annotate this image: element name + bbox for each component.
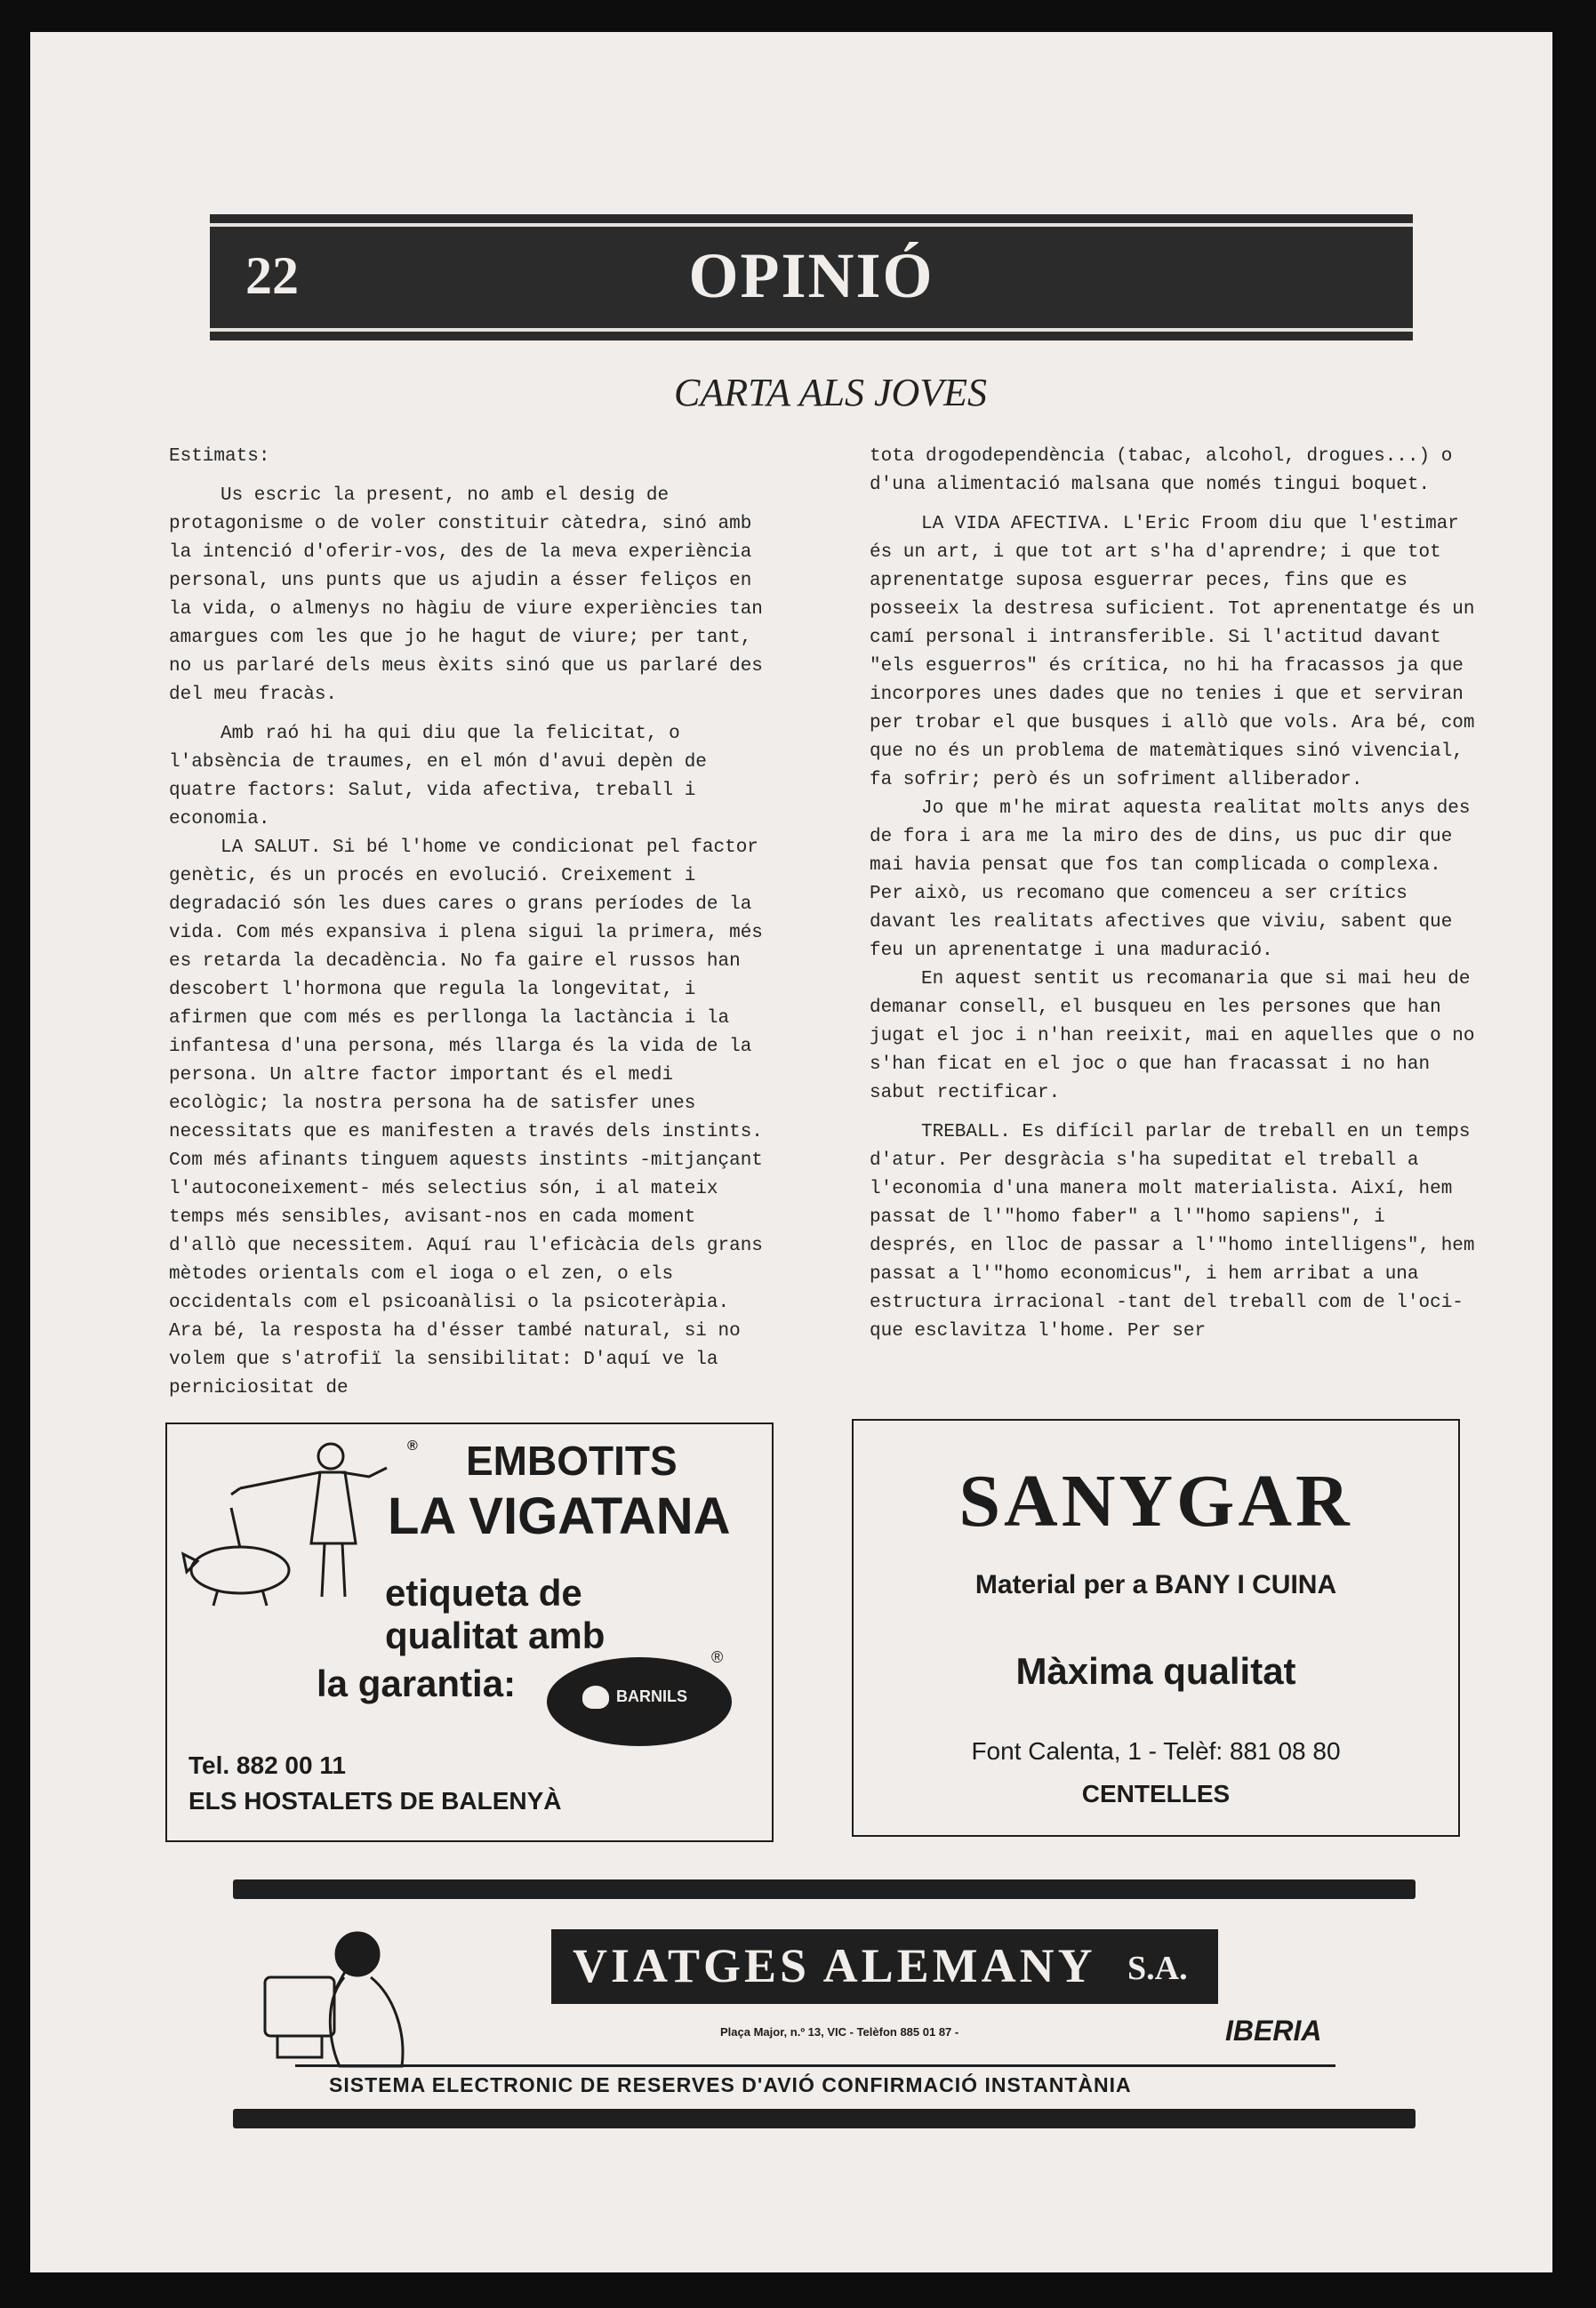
ad-tagline: Material per a BANY I CUINA [974, 1570, 1337, 1599]
paragraph-la-salut: LA SALUT. Si bé l'home ve condicionat pel factor genètic, és un procés en evolució. Creixement i degradació són les dues cares o grans períodes de la vida. Com més expansiva i plena sigui la primera, més es retarda la decadència. No fa gaire el russos han descobert l'hormona que regula la longevitat, i afirmen que com més es perllonga la lactància i la infantesa d'una persona, més llarga és la vida de la persona. Un altre factor important és el medi ecològic; la nostra persona ha de satisfer unes necessitats que es manifesten a través dels instints. Com més afinants tinguem aquests instints -mitjançant l'autoconeixement- més selectius són, i al mateix temps més sensibles, avisant-nos en cada moment d'allò que necessitem. Aquí rau l'eficàcia dels grans mètodes orientals com el ioga o el zen, o els occidentals com el psicoanàlisi o la psicoteràpia. Ara bé, la resposta ha d'ésser també natural, si no volem que s'atrofiï la sensibilitat: D'aquí ve la perniciositat de [169, 837, 763, 1398]
agency-name: VIATGES ALEMANY [573, 1939, 1096, 1992]
barnils-logo [547, 1657, 732, 1746]
rule-thin [295, 2064, 1335, 2067]
paragraph: Us escric la present, no amb el desig de protagonisme o de voler constituir càtedra, sinó amb la intenció d'oferir-vos, des de la meva experiència personal, uns punts que us ajudin a ésser feliços en la vida, o almenys no hàgiu de viure experiències tan amargues com les que jo he hagut de viure; per tant, no us parlaré dels meus èxits sinó que us parlaré des del meu fracàs. [169, 485, 763, 705]
article-column-left [169, 443, 774, 1403]
article-column-right [870, 443, 1483, 1346]
paragraph-treball: TREBALL. Es difícil parlar de treball en un temps d'atur. Per desgràcia s'ha supeditat el treball a l'economia d'una manera molt materialista. Així, hem passat de l'"homo faber" a l'"homo sapiens", i després, en lloc de passar a l'"homo intelligens", hem passat a l'"homo economicus", i hem arribat a una estructura irracional -tant del treball com de l'oci- que esclavitza l'home. Per ser [870, 1122, 1475, 1342]
travel-agent-illustration [260, 1924, 411, 2075]
agency-suffix: S.A. [1127, 1950, 1188, 1987]
viatges-name-band [551, 1929, 1218, 2004]
iberia-logo: IBERIA [1225, 2015, 1322, 2047]
paragraph: tota drogodependència (tabac, alcohol, drogues...) o d'una alimentació malsana que només tingui boquet. [870, 446, 1453, 495]
section-title: OPINIÓ [688, 240, 934, 311]
agency-address: Plaça Major, n.º 13, VIC - Telèfon 885 01 87 - [720, 2025, 959, 2039]
ad-place: ELS HOSTALETS DE BALENYÀ [188, 1787, 562, 1815]
ad-viatges-alemany [233, 1879, 1416, 2130]
ad-town: CENTELLES [1081, 1780, 1231, 1807]
ad-address: Font Calenta, 1 - Telèf: 881 08 80 [971, 1737, 1341, 1765]
ad-sanygar [852, 1419, 1460, 1837]
pig-icon [582, 1686, 609, 1709]
barnils-brand: BARNILS [616, 1687, 687, 1705]
ad-line: qualitat amb [385, 1615, 606, 1656]
agency-slogan: SISTEMA ELECTRONIC DE RESERVES D'AVIÓ CONFIRMACIÓ INSTANTÀNIA [329, 2073, 1132, 2096]
page-number: 22 [245, 246, 299, 305]
ad-phone: Tel. 882 00 11 [188, 1751, 346, 1779]
registered-mark: ® [711, 1648, 724, 1666]
ad-title-sanygar: SANYGAR [958, 1460, 1353, 1543]
registered-mark: ® [407, 1438, 418, 1454]
pig-and-woman-illustration [178, 1437, 391, 1615]
paragraph: En aquest sentit us recomanaria que si mai heu de demanar consell, el busqueu en les persones que han jugat el joc i n'han reeixit, mai en aquelles que o no s'han ficat en el joc o que han fracassat i no han sabut rectificar. [870, 969, 1475, 1103]
rule-bottom [233, 2109, 1416, 2128]
article-title: CARTA ALS JOVES [674, 371, 987, 414]
ad-embotits-la-vigatana [165, 1422, 774, 1842]
paragraph: Amb raó hi ha qui diu que la felicitat, o l'absència de traumes, en el món d'avui depèn de quatre factors: Salut, vida afectiva, treball i economia. [169, 724, 707, 829]
section-header [210, 214, 1413, 341]
rule-top [233, 1879, 1416, 1899]
ad-line: la garantia: [317, 1663, 517, 1704]
ad-quality: Màxima qualitat [1015, 1650, 1296, 1692]
paragraph-vida-afectiva: LA VIDA AFECTIVA. L'Eric Froom diu que l'estimar és un art, i que tot art s'ha d'aprendre; i que tot aprenentatge suposa esguerrar peces, fins que es posseeix la destresa suficient. Tot aprenentatge és un camí personal i intransferible. Si l'actitud davant "els esguerros" és crítica, no hi ha fracassos ja que incorpores unes dades que no tenies i que et serviran per trobar el que busques i allò que vols. Ara bé, com que no és un problema de matemàtiques sinó vivencial, fa sofrir; però és un sofriment alliberador. [870, 514, 1475, 790]
ad-line: etiqueta de [385, 1572, 582, 1614]
ad-title-embotits: EMBOTITS [466, 1438, 678, 1484]
paragraph: Jo que m'he mirat aquesta realitat molts anys des de fora i ara me la miro des de dins, us puc dir que mai havia pensat que fos tan complicada o complexa. Per això, us recomano que comenceu a ser crítics davant les realitats afectives que viviu, sabent que feu un aprenentatge i una maduració. [870, 798, 1471, 961]
page [30, 32, 1552, 2272]
salutation: Estimats: [169, 446, 270, 467]
ad-title-la-vigatana: LA VIGATANA [388, 1487, 731, 1545]
